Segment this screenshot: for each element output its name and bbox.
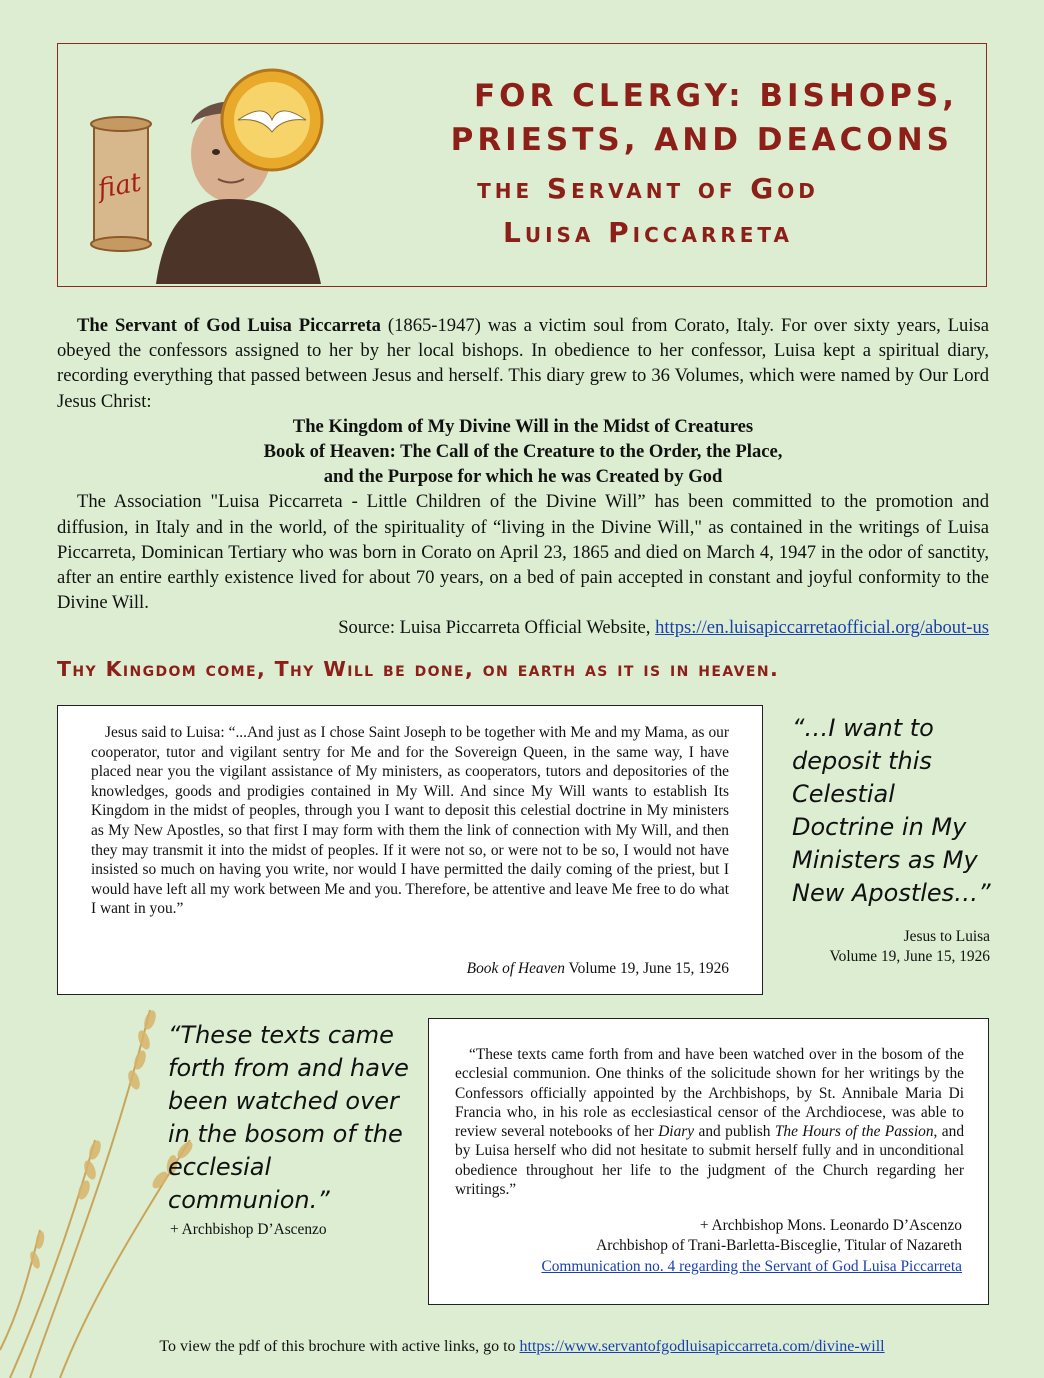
intro-p1-text: (1865-1947) was a victim soul from Corato, Italy. For over sixty years, Luisa obeyed the confessors assigned to her by her local bishops. In obedience to her confessor, Luisa kept a spiritual diary, recording everything that passed between Jesus and herself. This diary grew to 36 Volumes, which were named by Our Lord Jesus Christ:	[57, 315, 990, 412]
source-link[interactable]: https://en.luisapiccarretaofficial.org/about-us	[655, 617, 989, 639]
quote2-text-a: “These texts came forth from and have been watched over in the bosom of the ecclesial communion. One thinks of the solicitude shown for her writings by the Confessors officially appointed by the Archbishops, by St. Annibale Maria Di Francia who, in his role as ecclesiastical censor of the Archdiocese, was able to review several notebooks of her	[455, 1046, 964, 1141]
pull-quote-apostles-attribution	[760, 927, 990, 967]
source-label: Source: Luisa Piccarreta Official Website,	[338, 617, 656, 639]
archbishop-title: Archbishop of Trani-Barletta-Bisceglie, Titular of Nazareth	[596, 1237, 962, 1254]
header-title-line1: FOR CLERGY: BISHOPS,	[473, 78, 958, 114]
jesus-quote-text: Jesus said to Luisa: “...And just as I chose Saint Joseph to be together with Me and my Mama, as our cooperator, tutor and vigilant sentry for Me and for the Sovereign Queen, in the same way, I have placed near you the vigilant assistance of My ministers, as cooperators, tutors and depositories of the knowledges, goods and prodigies contained in My Will. And since My Will wants to establish Its Kingdom in the midst of peoples, through you I want to deposit this celestial doctrine in My ministers as My New Apostles, so that first I may form with them the link of connection with My Will, and then they may transmit it into the midst of peoples. If it were not so, or were not to be so, I would not have insisted so much on having you write, nor would I have permitted the daily coming of the priest, but I would have left all my work between Me and you. Therefore, be attentive and leave Me free to do what I want in you.”	[91, 724, 729, 918]
header-box	[57, 43, 987, 287]
header-subtitle-line2: Luisa Piccarreta	[503, 216, 793, 249]
quote2-diary: Diary	[658, 1123, 695, 1141]
intro-section	[57, 313, 989, 641]
communication-link[interactable]: Communication no. 4 regarding the Servant of God Luisa Piccarreta	[541, 1258, 962, 1275]
pull-quote-ecclesial: “These texts came forth from and have been watched over in the bosom of the ecclesial communion.”	[168, 1021, 409, 1214]
holy-spirit-dove-emblem	[218, 66, 326, 174]
fiat-text: fiat	[95, 167, 144, 205]
footer-text: To view the pdf of this brochure with active links, go to	[159, 1338, 520, 1355]
attribution-line1: Jesus to Luisa	[903, 928, 990, 945]
header-subtitle-line1: the Servant of God	[477, 172, 819, 205]
citation-book: Book of Heaven	[466, 960, 565, 977]
book-title-2: Book of Heaven: The Call of the Creature to the Order, the Place,	[263, 441, 783, 463]
quote2-text-b: and publish	[694, 1123, 775, 1141]
footer-link[interactable]: https://www.servantofgodluisapiccarreta.com/divine-will	[519, 1338, 885, 1355]
pull-quote-ecclesial-attribution: + Archbishop D’Ascenzo	[170, 1221, 327, 1238]
book-title-3: and the Purpose for which he was Created by God	[323, 466, 723, 488]
quote2-hours: The Hours of the Passion	[774, 1123, 934, 1141]
archbishop-signature: + Archbishop Mons. Leonardo D’Ascenzo	[699, 1217, 962, 1234]
pull-quote-apostles: “…I want to deposit this Celestial Doctrine in My Ministers as My New Apostles…”	[792, 714, 991, 907]
intro-name: The Servant of God Luisa Piccarreta	[77, 315, 381, 336]
attribution-line2: Volume 19, June 15, 1926	[829, 948, 990, 965]
intro-paragraph-2: The Association "Luisa Piccarreta - Little Children of the Divine Will” has been committed to the promotion and diffusion, in Italy and in the world, of the spirituality of “living in the Divine Will," as contained in the writings of Luisa Piccarreta, Dominican Tertiary who was born in Corato on April 23, 1865 and died on March 4, 1947 in the odor of sanctity, after an entire earthly existence lived for about 70 years, on a bed of pain accepted in constant and joyful conformity to the Divine Will.	[57, 491, 989, 614]
jesus-quote-box	[57, 705, 763, 995]
book-title-1: The Kingdom of My Divine Will in the Midst of Creatures	[292, 415, 754, 437]
intro-paragraph-1	[57, 313, 989, 414]
archbishop-quote-text	[455, 1045, 964, 1199]
header-title-line2: PRIESTS, AND DEACONS	[450, 122, 953, 158]
footer-note	[0, 1338, 1044, 1356]
source-line	[57, 615, 989, 640]
citation-rest: Volume 19, June 15, 1926	[564, 960, 729, 977]
motto-heading: Thy Kingdom come, Thy Will be done, on earth as it is in heaven.	[57, 657, 780, 681]
archbishop-quote-box	[428, 1018, 989, 1305]
quote2-text-c: , and by Luisa herself who did not hesitate to submit herself fully and in unconditional obedience throughout her life to the judgment of the Church regarding her writings.”	[455, 1123, 965, 1199]
jesus-quote-citation	[467, 960, 729, 978]
